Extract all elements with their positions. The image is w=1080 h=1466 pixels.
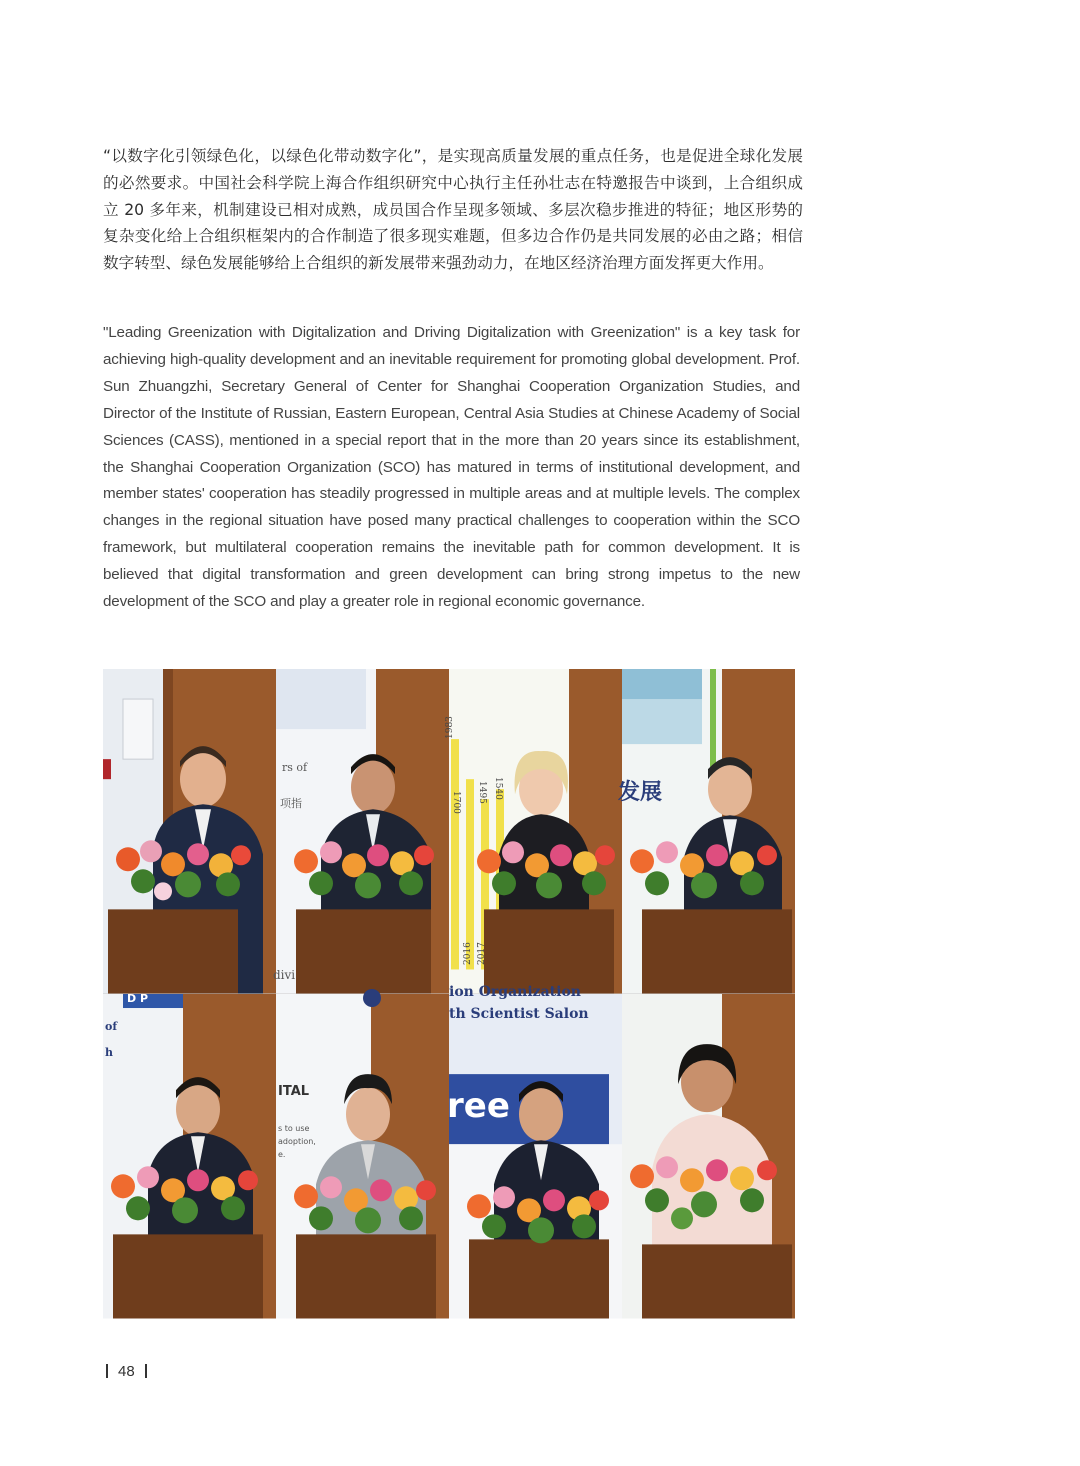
- speaker-photo-8: [622, 994, 795, 1319]
- speaker-photo-3: [445, 669, 622, 994]
- photo-7-slide-text-c: ree: [447, 1085, 510, 1126]
- speaker-photo-6: [273, 967, 449, 1319]
- photo-5-slide-text-b: of: [105, 1019, 118, 1033]
- photo-2-slide-text-a: rs of: [282, 761, 308, 774]
- photo-5-slide-text-c: h: [105, 1045, 113, 1059]
- photo-7-slide-text-a: ion Organization: [449, 983, 581, 1000]
- page-number: 48: [118, 1362, 135, 1380]
- chart-label-1540: 1540: [493, 777, 503, 800]
- speaker-photo-collage: [103, 669, 795, 1318]
- page-footer: [106, 1360, 147, 1382]
- photo-4-slide-text: 发展: [618, 780, 663, 805]
- footer-left-bar: [106, 1364, 108, 1378]
- photo-6-slide-text-a: ITAL: [278, 1083, 310, 1099]
- photo-2-slide-text-b: 项指: [280, 797, 302, 810]
- photo-7-slide-text-b: th Scientist Salon: [449, 1005, 589, 1022]
- speaker-photo-4: [618, 669, 795, 994]
- photo-6-slide-text-top: divi: [273, 967, 296, 982]
- speaker-photo-7: [447, 983, 622, 1319]
- speaker-photo-2: [276, 669, 449, 994]
- photo-5-logo-text: D P: [127, 991, 149, 1005]
- footer-right-bar: [145, 1364, 147, 1378]
- english-paragraph: "Leading Greenization with Digitalization and Driving Digitalization with Greenization" is a key task for achieving high-quality development and an inevitable requirement for promoting global development. Prof. Sun Zhuangzhi, Secretary General of Center for Shanghai Cooperation Organization Studies, and Director of the Institute of Russian, Eastern European, Central Asia Studies at Chinese Academy of Social Sciences (CASS), mentioned in a special report that in the more than 20 years since its establishment, the Shanghai Cooperation Organization (SCO) has matured in terms of institutional development, and member states' cooperation has steadily progressed in multiple areas and at multiple levels. The complex changes in the regional situation have posed many practical challenges to cooperation within the SCO framework, but multilateral cooperation remains the inevitable path for common development. It is believed that digital transformation and green development can bring strong impetus to the new development of the SCO and play a greater role in regional economic governance.: [103, 324, 800, 611]
- photo-6-slide-text-d: e.: [278, 1149, 286, 1159]
- speaker-photo-1: [103, 669, 276, 994]
- chart-year-2017: 2017: [477, 942, 487, 965]
- chart-label-1983: 1983: [445, 716, 455, 739]
- speaker-photo-5: [103, 991, 276, 1319]
- photo-6-slide-text-b: s to use: [278, 1123, 310, 1133]
- chart-year-2016: 2016: [463, 942, 473, 965]
- chart-label-1495: 1495: [477, 781, 487, 804]
- chart-label-1700: 1700: [451, 791, 461, 814]
- chinese-paragraph: “以数字化引领绿色化，以绿色化带动数字化”，是实现高质量发展的重点任务，也是促进全球化发展的必然要求。中国社会科学院上海合作组织研究中心执行主任孙壮志在特邀报告中谈到，上合组织成立 20 多年来，机制建设已相对成熟，成员国合作呈现多领域、多层次稳步推进的特征；地区形势的复杂变化给上合组织框架内的合作制造了很多现实难题，但多边合作仍是共同发展的必由之路；相信数字转型、绿色发展能够给上合组织的新发展带来强劲动力，在地区经济治理方面发挥更大作用。: [103, 147, 803, 273]
- photo-6-slide-text-c: adoption,: [278, 1136, 316, 1146]
